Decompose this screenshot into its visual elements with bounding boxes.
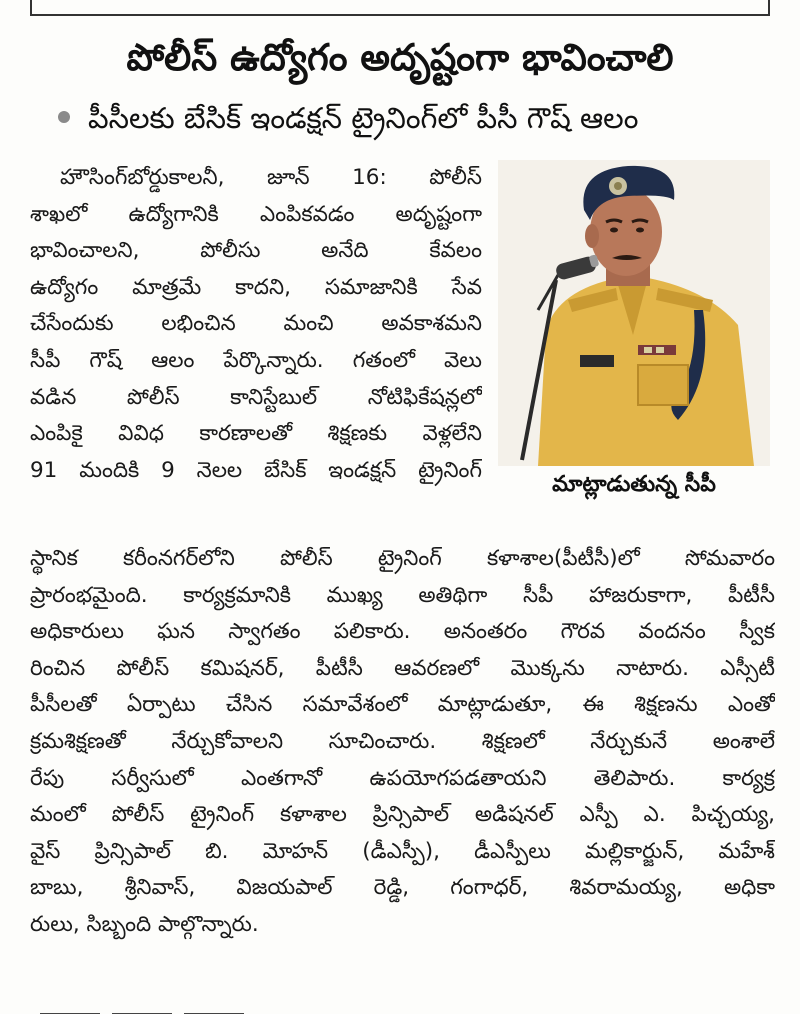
body-line: బాబు, శ్రీనివాస్, విజయపాల్ రెడ్డి, గంగాధర్, శివరామయ్య, అధికా xyxy=(30,875,775,901)
body-line: స్థానిక కరీంనగర్‌లోని పోలీస్ ట్రైనింగ్ కళాశాల(పీటీసీ)లో సోమవారం xyxy=(30,546,775,571)
body-line: వైస్ ప్రిన్సిపాల్ బి. మోహన్ (డీఎస్పీ), డీఎస్పీలు మల్లికార్జున్, మహేశ్ xyxy=(30,838,775,864)
top-frame-rule xyxy=(30,0,770,16)
body-line: భావించాలని, పోలీసు అనేది కేవలం xyxy=(30,238,482,264)
police-officer-image xyxy=(498,160,770,466)
body-line: 91 మందికి 9 నెలల బేసిక్ ఇండక్షన్ ట్రైనింగ్ xyxy=(30,457,482,483)
body-line: క్రమశిక్షణతో నేర్చుకోవాలని సూచించారు. శిక్షణలో నేర్చుకునే అంశాలే xyxy=(30,728,775,754)
body-line: మంలో పోలీస్ ట్రైనింగ్ కళాశాల ప్రిన్సిపాల్ అడిషనల్ ఎస్పీ ఎ. పిచ్చయ్య, xyxy=(30,802,775,828)
body-line: రులు, సిబ్బంది పాల్గొన్నారు. xyxy=(30,911,259,937)
article-body-wide xyxy=(30,541,775,944)
body-line: పీసీలతో ఏర్పాటు చేసిన సమావేశంలో మాట్లాడుతూ, ఈ శిక్షణను ఎంతో xyxy=(30,692,775,718)
body-line: రేపు సర్వీసులో ఎంతగానో ఉపయోగపడతాయని తెలిపారు. కార్యక్ర xyxy=(30,765,775,791)
subheadline xyxy=(58,98,778,138)
body-line: అధికారులు ఘన స్వాగతం పలికారు. అనంతరం గౌరవ వందనం స్వీక xyxy=(30,619,775,645)
body-line: శాఖలో ఉద్యోగానికి ఎంపికవడం అదృష్టంగా xyxy=(30,201,482,227)
body-line: ఎంపికై వివిధ కారణాలతో శిక్షణకు వెళ్లలేని xyxy=(30,421,482,447)
body-line: ప్రారంభమైంది. కార్యక్రమానికి ముఖ్య అతిథిగా సీపీ హాజరుకాగా, పీటీసీ xyxy=(30,582,775,608)
body-line: హౌసింగ్‌బోర్డుకాలనీ, జూన్ 16: పోలీస్ xyxy=(60,165,482,190)
body-line: ఉద్యోగం మాత్రమే కాదని, సమాజానికి సేవ xyxy=(30,274,482,300)
body-line: సీపీ గౌష్ ఆలం పేర్కొన్నారు. గతంలో వెలు xyxy=(30,347,482,373)
body-line: చేసేందుకు లభించిన మంచి అవకాశమని xyxy=(30,311,482,337)
next-article-clipped-heading xyxy=(40,1002,270,1014)
article-body-narrow xyxy=(30,160,482,489)
photo-caption: మాట్లాడుతున్న సీపీ xyxy=(552,472,716,497)
bullet-icon xyxy=(58,111,70,123)
subheadline-text: పీసీలకు బేసిక్ ఇండక్షన్ ట్రైనింగ్‌లో పీసీ గౌష్ ఆలం xyxy=(88,101,639,135)
body-line: వడిన పోలీస్ కానిస్టేబుల్ నోటిఫికేషన్లలో xyxy=(30,384,482,410)
body-line: రించిన పోలీస్ కమిషనర్, పీటీసీ ఆవరణలో మొక్కను నాటారు. ఎస్సీటీ xyxy=(30,655,775,681)
headline: పోలీస్ ఉద్యోగం అదృష్టంగా భావించాలి xyxy=(126,36,674,79)
police-commissioner-photo xyxy=(498,160,770,466)
